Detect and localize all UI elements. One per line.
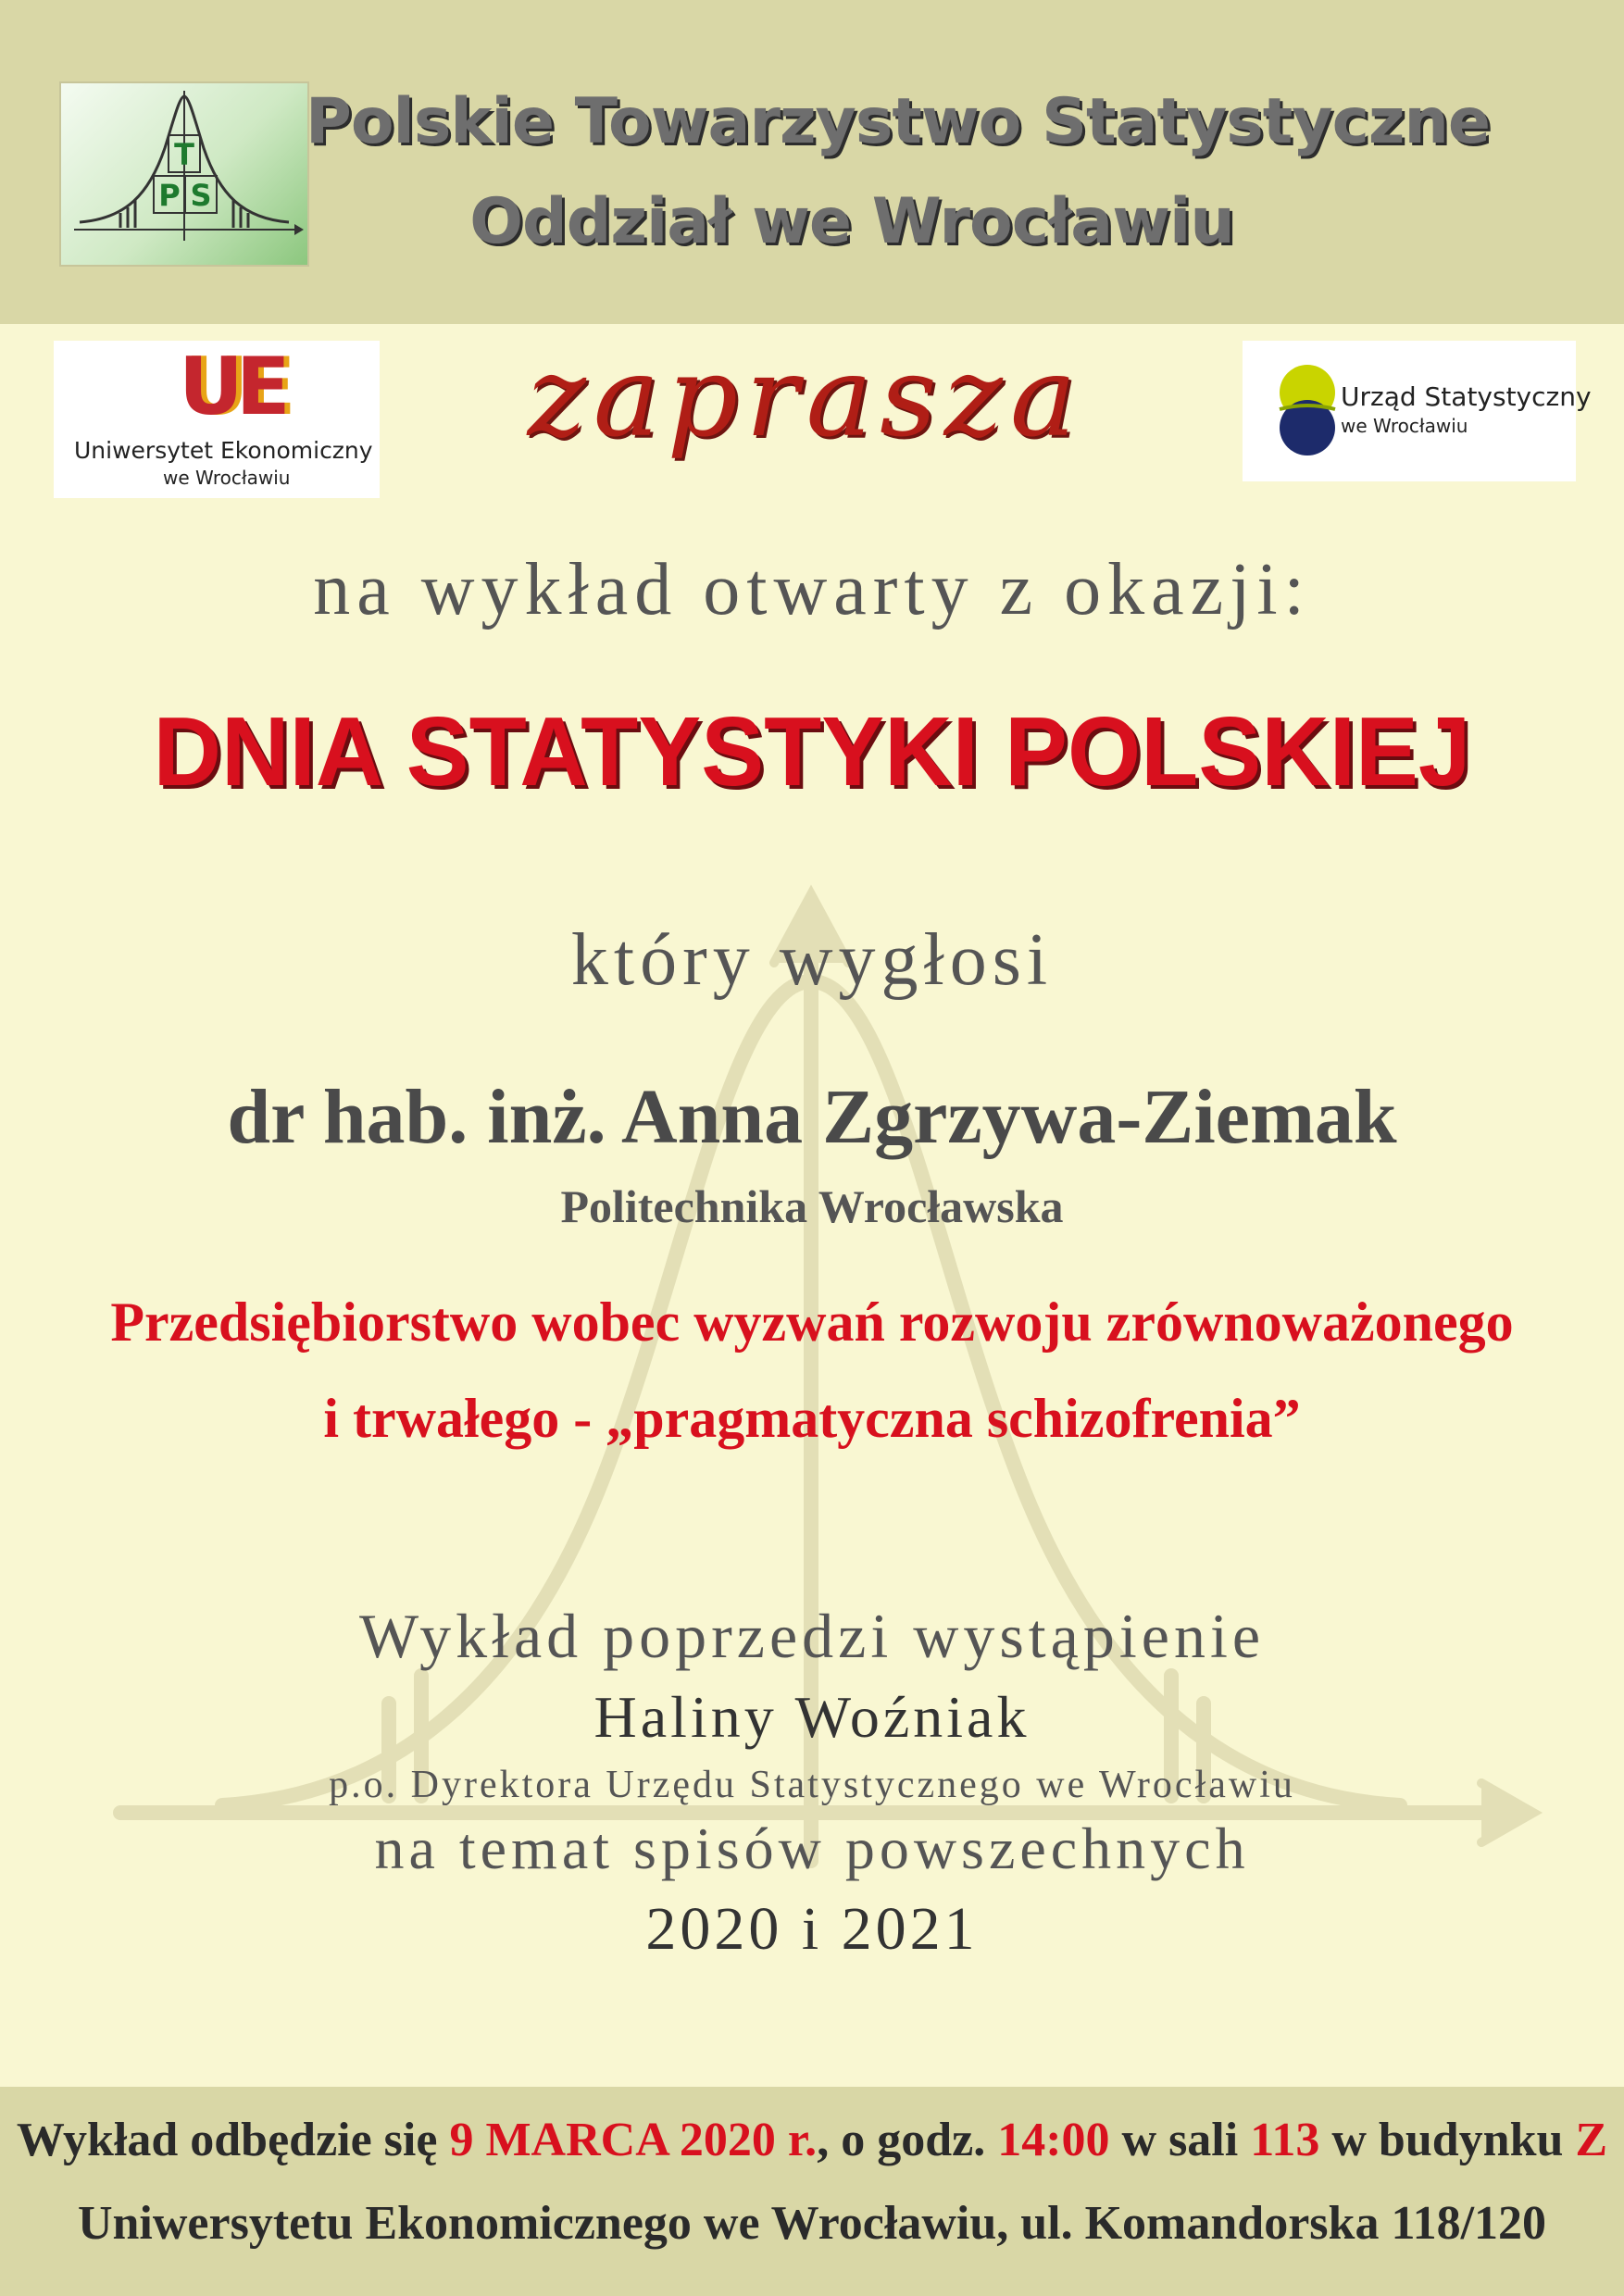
pts-letter-t: T bbox=[174, 137, 194, 172]
event-details-line-1 bbox=[0, 2113, 1624, 2167]
org-name: Polskie Towarzystwo Statystyczne bbox=[306, 85, 1490, 158]
pre-talk-years: 2020 i 2021 bbox=[645, 1895, 979, 1963]
event-room: 113 bbox=[1250, 2114, 1320, 2166]
event-address: Uniwersytetu Ekonomicznego we Wrocławiu, ul. Komandorska 118/120 bbox=[77, 2197, 1547, 2250]
footer-band bbox=[0, 2087, 1624, 2296]
footer-text: , o godz. bbox=[817, 2114, 998, 2166]
ue-logo bbox=[54, 341, 380, 498]
pre-talk-speaker: Haliny Woźniak bbox=[593, 1684, 1031, 1750]
pts-letter-p: P bbox=[158, 178, 181, 213]
pts-letter-s: S bbox=[190, 178, 212, 213]
event-time: 14:00 bbox=[997, 2114, 1110, 2166]
pts-logo-icon bbox=[61, 83, 307, 265]
pts-logo bbox=[59, 81, 309, 267]
lecture-intro: na wykład otwarty z okazji: bbox=[313, 549, 1311, 630]
pre-talk-intro: Wykład poprzedzi wystąpienie bbox=[358, 1601, 1266, 1671]
lecturer-name: dr hab. inż. Anna Zgrzywa-Ziemak bbox=[227, 1074, 1397, 1160]
lecture-topic-line-2: i trwałego - „pragmatyczna schizofrenia” bbox=[323, 1388, 1301, 1449]
footer-text: w sali bbox=[1109, 2114, 1251, 2166]
us-logo bbox=[1243, 341, 1592, 481]
us-logo-icon bbox=[1268, 361, 1352, 463]
org-branch: Oddział we Wrocławiu bbox=[469, 185, 1234, 258]
lecture-topic-line-1: Przedsiębiorstwo wobec wyzwań rozwoju zrównoważonego bbox=[110, 1292, 1514, 1353]
footer-text: Wykład odbędzie się bbox=[16, 2114, 450, 2166]
pre-talk-speaker-role: p.o. Dyrektora Urzędu Statystycznego we Wrocławiu bbox=[329, 1764, 1295, 1806]
event-building: Z bbox=[1575, 2114, 1608, 2166]
lecturer-affiliation: Politechnika Wrocławska bbox=[560, 1180, 1064, 1232]
event-title: DNIA STATYSTYKI POLSKIEJ bbox=[153, 697, 1471, 806]
invites-heading: zaprasza bbox=[527, 333, 1084, 462]
footer-text: w budynku bbox=[1319, 2114, 1576, 2166]
ue-logo-city: we Wrocławiu bbox=[163, 467, 291, 489]
lecturer-intro: który wygłosi bbox=[570, 919, 1054, 1001]
ue-logo-mark: UE bbox=[179, 341, 283, 433]
event-date: 9 MARCA 2020 r. bbox=[449, 2114, 818, 2166]
ue-logo-name: Uniwersytet Ekonomiczny bbox=[74, 437, 373, 464]
us-logo-city: we Wrocławiu bbox=[1341, 415, 1468, 437]
us-logo-name: Urząd Statystyczny bbox=[1341, 381, 1592, 412]
pre-talk-topic: na temat spisów powszechnych bbox=[374, 1816, 1250, 1881]
